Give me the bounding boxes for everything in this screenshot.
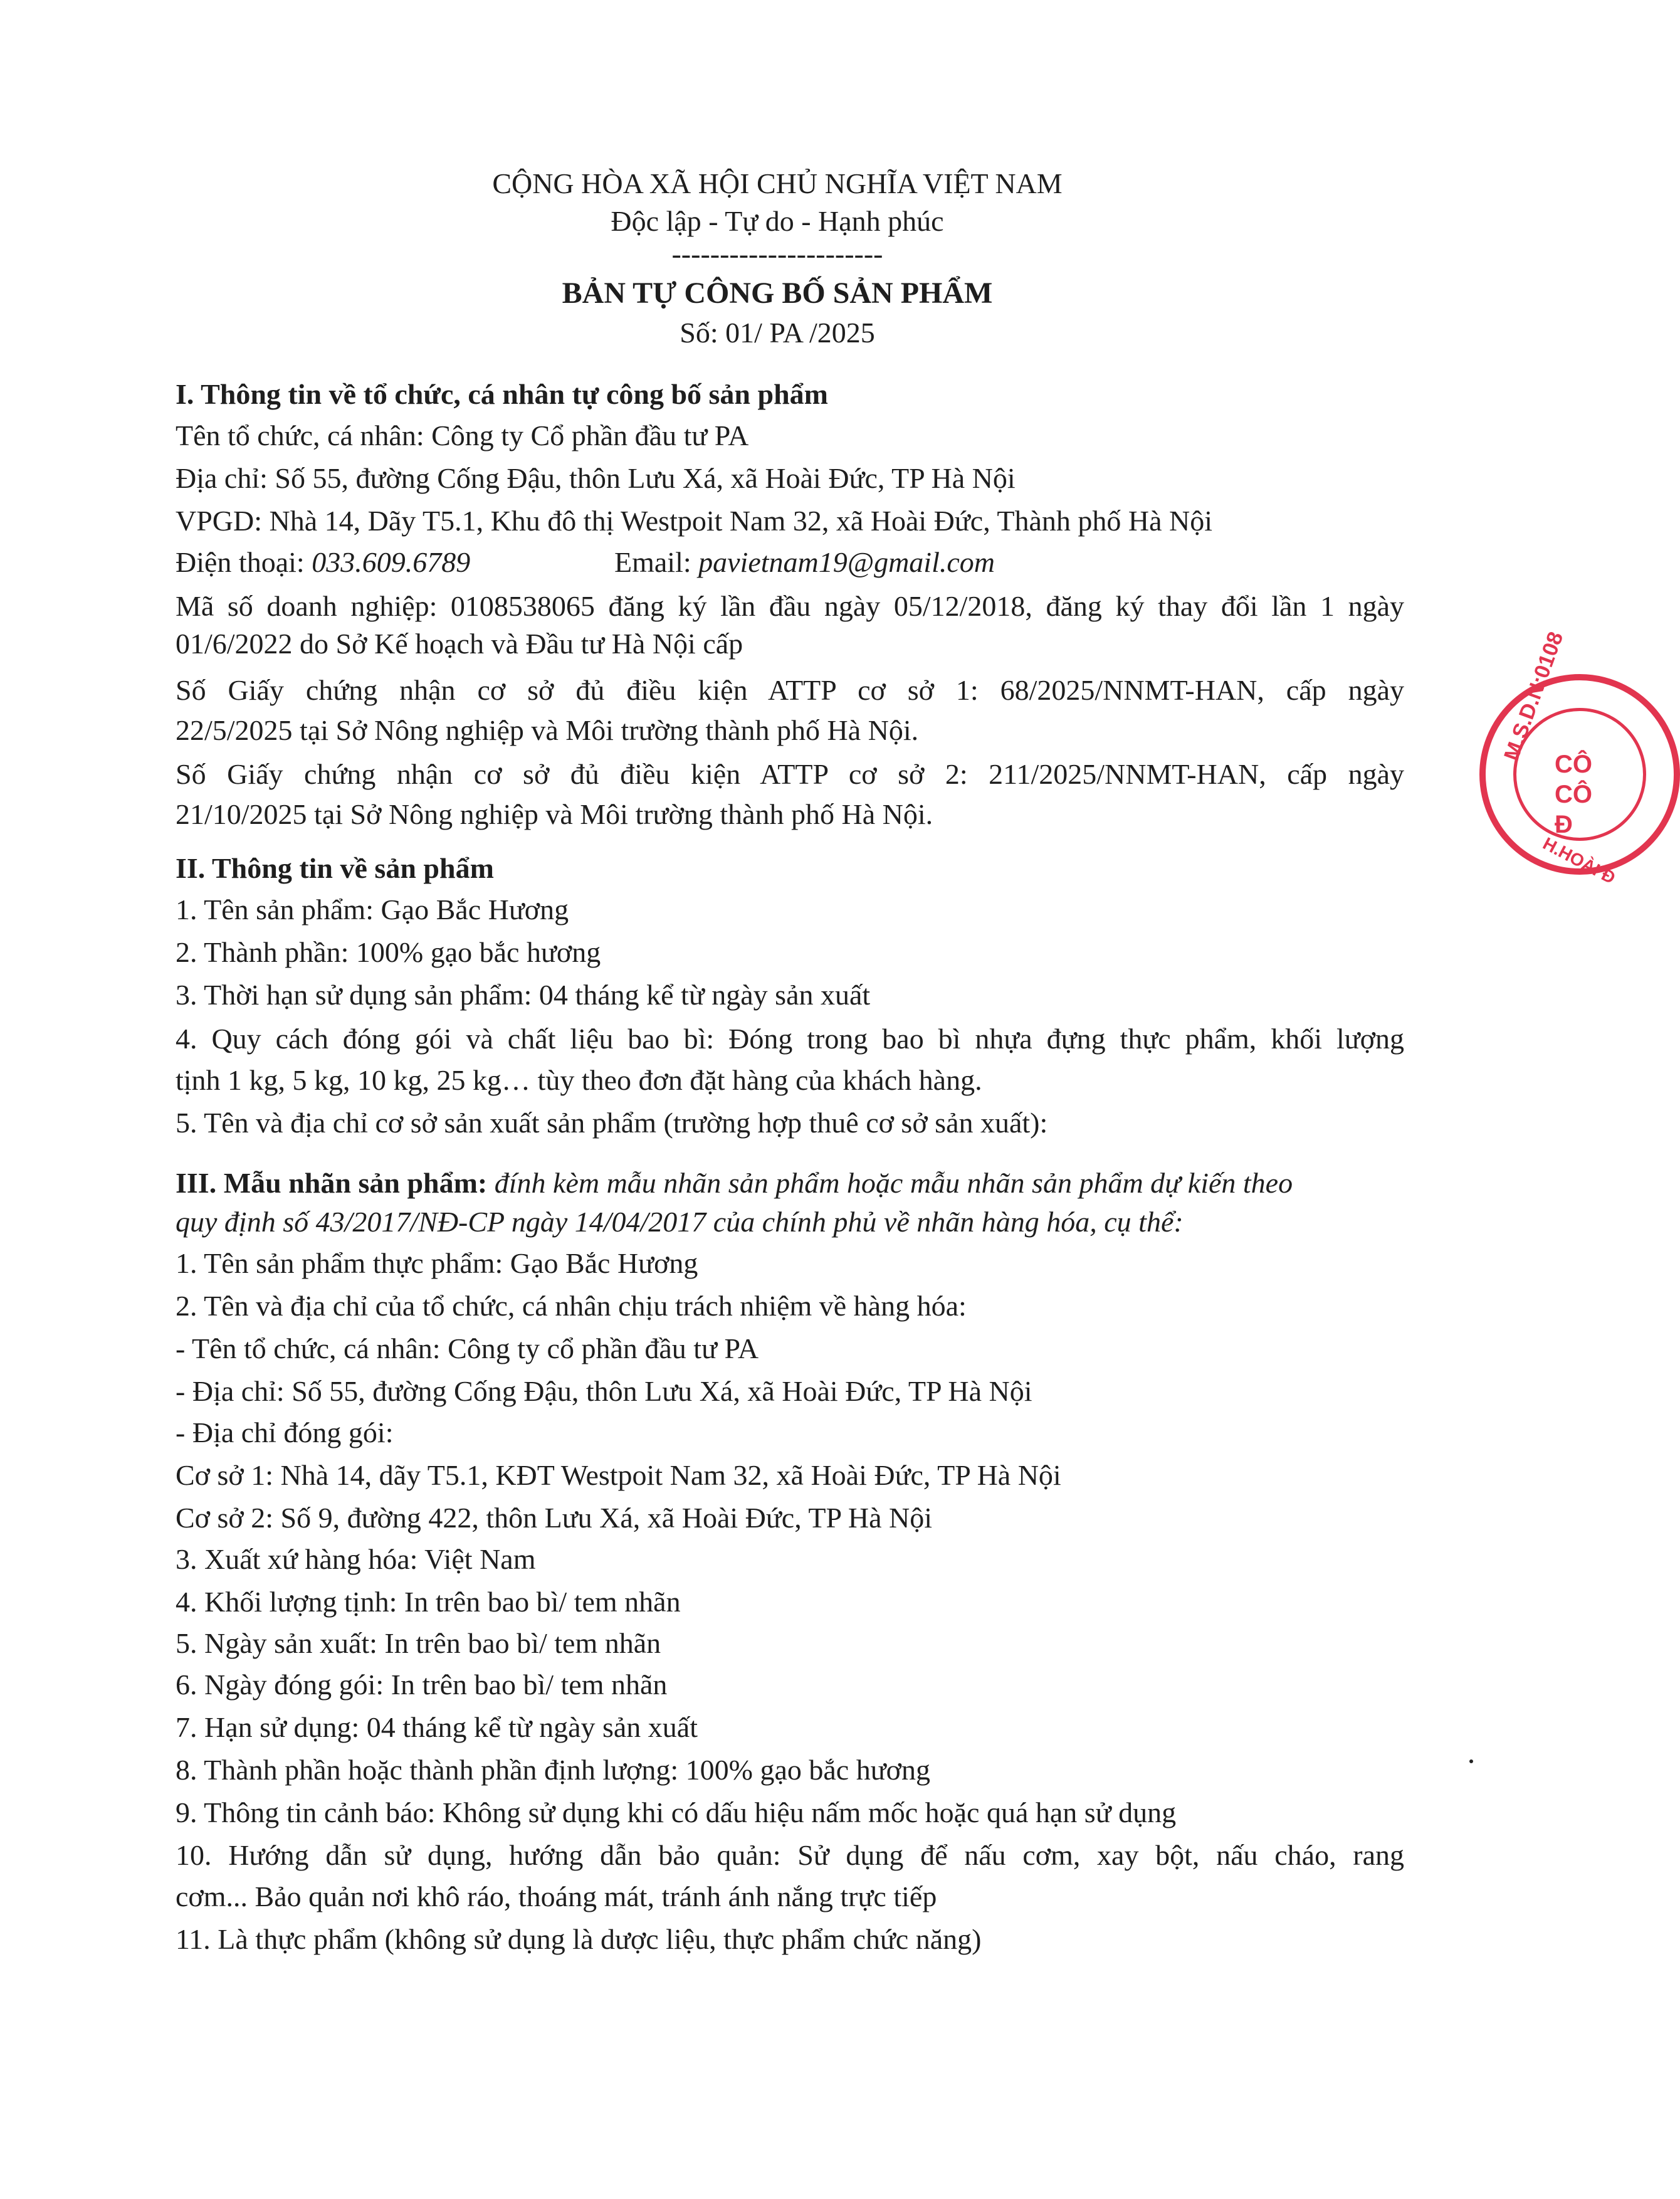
packing-base-2: Cơ sở 2: Số 9, đường 422, thôn Lưu Xá, xã Hoài Đức, TP Hà Nội xyxy=(176,1502,932,1534)
section-3-heading-line xyxy=(176,1166,1404,1200)
label-item-3: 3. Xuất xứ hàng hóa: Việt Nam xyxy=(176,1543,536,1575)
label-item-5: 5. Ngày sản xuất: In trên bao bì/ tem nhãn xyxy=(176,1627,661,1659)
business-code-line-2: 01/6/2022 do Sở Kế hoạch và Đầu tư Hà Nội cấp xyxy=(176,628,743,660)
label-item-1: 1. Tên sản phẩm thực phẩm: Gạo Bắc Hương xyxy=(176,1247,698,1279)
email-label: Email: xyxy=(614,546,699,578)
cert-1-line-1: Số Giấy chứng nhận cơ sở đủ điều kiện ATTP cơ sở 1: 68/2025/NNMT-HAN, cấp ngày xyxy=(176,674,1404,706)
label-item-10-line-1: 10. Hướng dẫn sử dụng, hướng dẫn bảo quản: Sử dụng để nấu cơm, xay bột, nấu cháo, rang xyxy=(176,1839,1404,1871)
office-address: VPGD: Nhà 14, Dãy T5.1, Khu đô thị Westpoit Nam 32, xã Hoài Đức, Thành phố Hà Nội xyxy=(176,505,1213,537)
section-1-heading: I. Thông tin về tổ chức, cá nhân tự công bố sản phẩm xyxy=(176,378,828,410)
company-seal-stamp xyxy=(1479,628,1680,888)
nation-heading: CỘNG HÒA XÃ HỘI CHỦ NGHĨA VIỆT NAM xyxy=(492,167,1063,199)
label-item-8: 8. Thành phần hoặc thành phần định lượng: 100% gạo bắc hương xyxy=(176,1754,930,1786)
divider: ---------------------- xyxy=(671,238,883,270)
product-item-3: 3. Thời hạn sử dụng sản phẩm: 04 tháng kể từ ngày sản xuất xyxy=(176,979,871,1011)
label-item-2-address: - Địa chỉ: Số 55, đường Cống Đậu, thôn Lưu Xá, xã Hoài Đức, TP Hà Nội xyxy=(176,1375,1032,1407)
section-2-heading: II. Thông tin về sản phẩm xyxy=(176,852,494,884)
product-item-5: 5. Tên và địa chỉ cơ sở sản xuất sản phẩm (trường hợp thuê cơ sở sản xuất): xyxy=(176,1107,1048,1139)
org-address: Địa chỉ: Số 55, đường Cống Đậu, thôn Lưu Xá, xã Hoài Đức, TP Hà Nội xyxy=(176,462,1016,494)
seal-bottom-text: H.HOÀI Đ xyxy=(1540,833,1619,888)
label-item-11: 11. Là thực phẩm (không sử dụng là dược liệu, thực phẩm chức năng) xyxy=(176,1923,982,1955)
cert-2-line-2: 21/10/2025 tại Sở Nông nghiệp và Môi trường thành phố Hà Nội. xyxy=(176,798,933,830)
cert-1-line-2: 22/5/2025 tại Sở Nông nghiệp và Môi trường thành phố Hà Nội. xyxy=(176,714,919,746)
section-3-intro-2: quy định số 43/2017/NĐ-CP ngày 14/04/2017 của chính phủ về nhãn hàng hóa, cụ thể: xyxy=(176,1206,1184,1238)
phone-label: Điện thoại: xyxy=(176,546,312,578)
document-number: Số: 01/ PA /2025 xyxy=(680,317,875,349)
seal-ring-text: M.S.D.N:0108 xyxy=(1499,628,1568,764)
contact-line xyxy=(176,546,1404,579)
section-3-intro-1: đính kèm mẫu nhãn sản phẩm hoặc mẫu nhãn sản phẩm dự kiến theo xyxy=(494,1167,1293,1199)
seal-center-line-1: CÔ xyxy=(1555,751,1592,778)
product-item-4-line-2: tịnh 1 kg, 5 kg, 10 kg, 25 kg… tùy theo đơn đặt hàng của khách hàng. xyxy=(176,1064,982,1096)
seal-center-text xyxy=(1555,749,1592,840)
label-item-10-line-2: cơm... Bảo quản nơi khô ráo, thoáng mát, tránh ánh nắng trực tiếp xyxy=(176,1880,937,1912)
product-item-4-line-1: 4. Quy cách đóng gói và chất liệu bao bì: Đóng trong bao bì nhựa đựng thực phẩm, khối lượng xyxy=(176,1023,1404,1055)
motto: Độc lập - Tự do - Hạnh phúc xyxy=(611,205,944,237)
document-title: BẢN TỰ CÔNG BỐ SẢN PHẨM xyxy=(562,277,993,310)
seal-center-line-2: CÔ xyxy=(1555,781,1592,808)
label-item-7: 7. Hạn sử dụng: 04 tháng kể từ ngày sản xuất xyxy=(176,1711,698,1743)
label-item-4: 4. Khối lượng tịnh: In trên bao bì/ tem nhãn xyxy=(176,1586,681,1618)
packing-base-1: Cơ sở 1: Nhà 14, dãy T5.1, KĐT Westpoit Nam 32, xã Hoài Đức, TP Hà Nội xyxy=(176,1459,1061,1491)
label-item-2-org: - Tên tổ chức, cá nhân: Công ty cổ phần đầu tư PA xyxy=(176,1332,759,1364)
label-item-2-packing: - Địa chỉ đóng gói: xyxy=(176,1416,394,1448)
product-item-2: 2. Thành phần: 100% gạo bắc hương xyxy=(176,936,601,968)
section-3-heading: III. Mẫu nhãn sản phẩm: xyxy=(176,1167,488,1199)
label-item-6: 6. Ngày đóng gói: In trên bao bì/ tem nhãn xyxy=(176,1669,668,1701)
seal-center-line-3: Đ xyxy=(1555,811,1573,838)
org-name: Tên tổ chức, cá nhân: Công ty Cổ phần đầu tư PA xyxy=(176,419,749,451)
scan-speck xyxy=(1469,1759,1473,1763)
business-code-line-1: Mã số doanh nghiệp: 0108538065 đăng ký lần đầu ngày 05/12/2018, đăng ký thay đổi lần 1 ngày xyxy=(176,590,1404,622)
email-block xyxy=(614,546,995,579)
label-item-9: 9. Thông tin cảnh báo: Không sử dụng khi có dấu hiệu nấm mốc hoặc quá hạn sử dụng xyxy=(176,1796,1177,1828)
cert-2-line-1: Số Giấy chứng nhận cơ sở đủ điều kiện ATTP cơ sở 2: 211/2025/NNMT-HAN, cấp ngày xyxy=(176,758,1404,790)
email-address: pavietnam19@gmail.com xyxy=(698,546,995,578)
label-item-2: 2. Tên và địa chỉ của tổ chức, cá nhân chịu trách nhiệm về hàng hóa: xyxy=(176,1290,967,1322)
product-item-1: 1. Tên sản phẩm: Gạo Bắc Hương xyxy=(176,894,569,925)
phone-number: 033.609.6789 xyxy=(312,546,471,578)
